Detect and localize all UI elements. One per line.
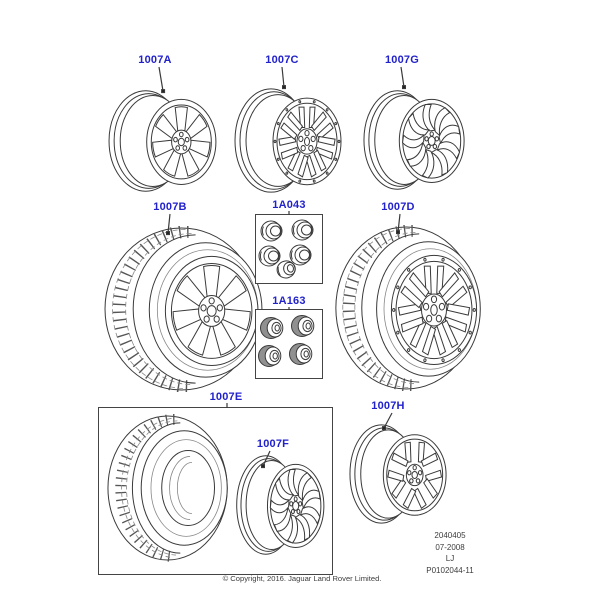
part-label-1007g[interactable]: 1007G [384, 54, 420, 66]
part-label-1007h[interactable]: 1007H [371, 400, 405, 412]
wheel-illustration-1007c [233, 85, 347, 196]
plate-date: 07-2008 [435, 542, 465, 552]
drawing-number: P0102044-11 [426, 565, 474, 575]
part-label-1a163[interactable]: 1A163 [272, 295, 306, 307]
part-label-1007f[interactable]: 1007F [256, 438, 290, 450]
part-label-1007e[interactable]: 1007E [209, 391, 243, 403]
wheel-illustration-1007f [235, 452, 329, 558]
part-label-1007c[interactable]: 1007C [265, 54, 299, 66]
part-label-1007b[interactable]: 1007B [153, 201, 187, 213]
wheel-illustration-1007a [107, 87, 221, 195]
model-code: LJ [445, 554, 455, 563]
plate-ref: 2040405 [434, 531, 466, 540]
locking-nut-kit-box-1a163 [255, 309, 323, 379]
locking-nut-kit-illustration-1a163 [256, 310, 322, 378]
part-label-1007d[interactable]: 1007D [381, 201, 415, 213]
wheel-illustration-1007h [348, 420, 450, 528]
drawing-reference-block [400, 530, 500, 576]
tire-wheel-illustration-1007b [103, 226, 266, 392]
wheel-illustration-1007g [362, 87, 470, 193]
tire-wheel-illustration-1007d [334, 225, 484, 391]
part-label-1007a[interactable]: 1007A [138, 54, 172, 66]
tire-illustration-1007e [106, 414, 237, 562]
part-label-1a043[interactable]: 1A043 [272, 199, 306, 211]
nut-kit-box-1a043 [255, 214, 323, 284]
nut-kit-illustration-1a043 [256, 215, 322, 283]
copyright-notice: © Copyright, 2016. Jaguar Land Rover Limited. [222, 574, 382, 583]
